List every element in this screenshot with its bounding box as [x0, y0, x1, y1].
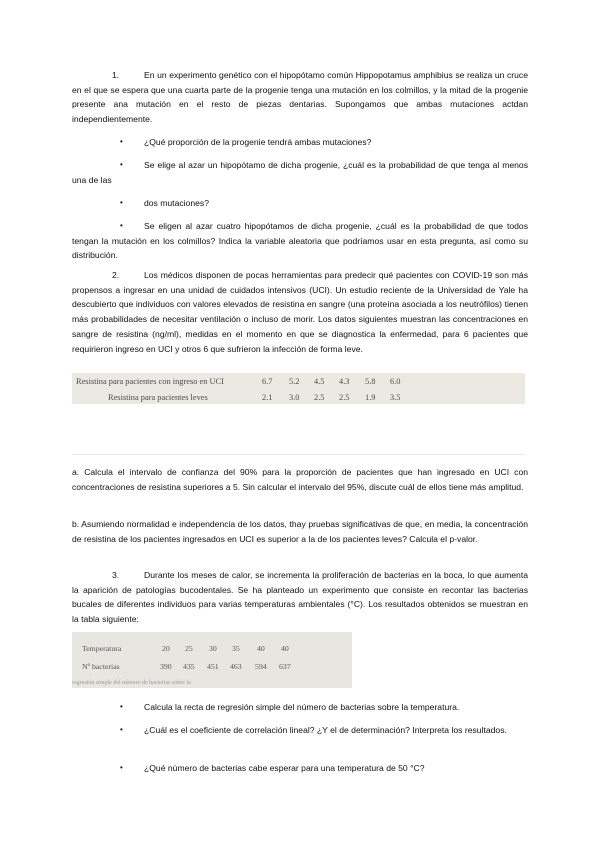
question-2: [72, 268, 528, 356]
table-blank-area: [72, 404, 525, 454]
table-row: Resistina para pacientes leves 2.1 3.0 2.5 2.5 1.9 3.5: [108, 393, 401, 402]
resistina-table: [72, 373, 525, 455]
q3-bullet-2: • ¿Cuál es el coeficiente de correlación lineal? ¿Y el de determinación? Interpreta los resultados.: [72, 723, 528, 738]
question-1: [72, 68, 528, 127]
bullet-icon: •: [120, 137, 123, 146]
q1-bullet-3: • dos mutaciones?: [72, 196, 528, 211]
question-2-part-a: a. Calcula el intervalo de confianza del 90% para la proporción de pacientes que han ingresado en UCI con concentraciones de resistina superiores a 5. Sin calcular el intervalo del 95%, discute cuál de ellos tiene más amplitud.: [72, 467, 528, 492]
question-3-text: Durante los meses de calor, se incrementa la proliferación de bacterias en la boca, lo que aumenta la aparición de patologías bucodentales. Se ha planteado un experimento que consiste en recontar las bacterias bucales de diferentes individuos para varias temperaturas ambientales (°C). Los resultados obtenidos se muestran en la tabla siguiente:: [72, 570, 528, 625]
q3-bullet-3: • ¿Qué número de bacterias cabe esperar para una temperatura de 50 °C?: [72, 761, 528, 776]
bullet-icon: •: [120, 763, 123, 772]
bacteria-table: Temperatura 20 25 30 35 40 40 Nº bacterias 390 435 451 463 594 637 regresión simple del número de bacterias sobre la: [72, 632, 352, 688]
q3-bullet-1: • Calcula la recta de regresión simple del número de bacterias sobre la temperatura.: [72, 700, 528, 715]
question-1-text: En un experimento genético con el hipopótamo común Hippopotamus amphibius se realiza un cruce en el que se espera que una cuarta parte de la progenie tenga una mutación en los colmillos, y la mitad de la progenie presente ana mutación en el resto de piezas dentarias. Supongamos que ambas mutaciones actdan independientemente.: [72, 70, 528, 125]
question-1-number: 1.: [112, 70, 120, 80]
bullet-icon: •: [120, 702, 123, 711]
bullet-icon: •: [120, 221, 123, 230]
bullet-icon: •: [120, 725, 123, 734]
q1-bullet-1: • ¿Qué proporción de la progenie tendrá ambas mutaciones?: [72, 135, 528, 150]
q1-bullet-2: • Se elige al azar un hipopótamo de dicha progenie, ¿cuál es la probabilidad de que tenga al menos una de las: [72, 160, 528, 185]
question-2-part-b: b. Asumiendo normalidad e independencia de los datos, thay pruebas significativas de que, en media, la concentración de resistina de los pacientes ingresados en UCI es superior a la de los pacientes leves? Calcula el p-valor.: [72, 519, 528, 544]
question-3: [72, 568, 528, 627]
question-3-number: 3.: [112, 570, 120, 580]
bullet-icon: •: [120, 198, 123, 207]
q1-bullet-4: • Se eligen al azar cuatro hipopótamos de dicha progenie, ¿cuál es la probabilidad de que todos tengan la mutación en los colmillos? Indica la variable aleatoria que podríamos usar en esta pregunta, así como su distribución.: [72, 221, 528, 261]
cut-off-text: regresión simple del número de bacterias sobre la: [72, 680, 191, 686]
question-2-number: 2.: [112, 270, 120, 280]
bullet-icon: •: [120, 160, 123, 169]
question-2-text: Los médicos disponen de pocas herramientas para predecir qué pacientes con COVID-19 son más propensos a ingresar en una unidad de cuidados intensivos (UCI). Un estudio reciente de la Universidad de Yale ha descubierto que individuos con valores elevados de resistina en sangre (una proteína asociada a los neutrófilos) tienen más probabilidades de necesitar ventilación o incluso de morir. Los datos siguientes muestran las concentraciones en sangre de resistina (ng/ml), medidas en el momento en que se diagnostica la enfermedad, para 6 pacientes que requirieron ingreso en UCI y otros 6 que sufrieron la infección de forma leve.: [72, 270, 528, 354]
table-row: Resistina para pacientes con ingreso en UCI 6.7 5.2 4.5 4.3 5.8 6.0: [76, 377, 401, 386]
